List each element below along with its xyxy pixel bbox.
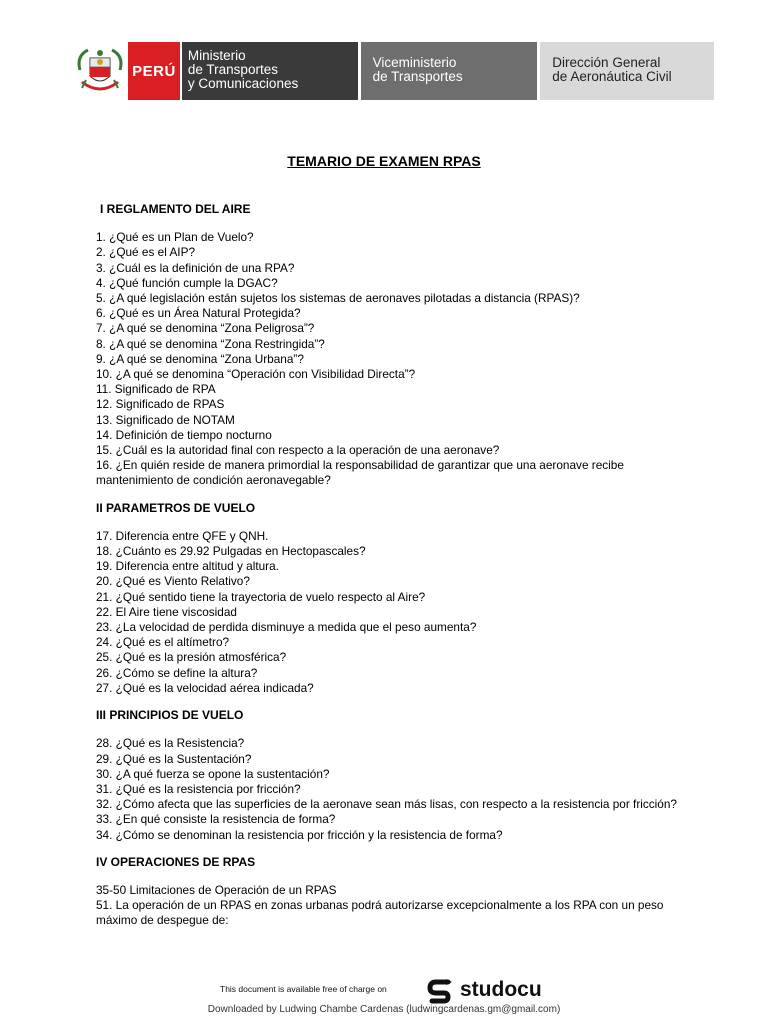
- question-item: 16. ¿En quién reside de manera primordial la responsabilidad de garantizar que una aeronave recibe mantenimiento de condición aeronavegable?: [96, 458, 624, 488]
- studocu-brand[interactable]: studocu: [460, 978, 542, 1001]
- peru-label: PERÚ: [128, 42, 180, 100]
- section-heading: I REGLAMENTO DEL AIRE: [100, 202, 251, 216]
- document-title: TEMARIO DE EXAMEN RPAS: [287, 153, 481, 169]
- question-item: 22. El Aire tiene viscosidad: [96, 604, 237, 619]
- studocu-banner: [0, 974, 768, 1006]
- section-heading: II PARAMETROS DE VUELO: [96, 500, 256, 515]
- question-item: 13. Significado de NOTAM: [96, 412, 235, 427]
- ministry-line-3: y Comunicaciones: [187, 76, 299, 91]
- question-item: 18. ¿Cuánto es 29.92 Pulgadas en Hectopascales?: [96, 544, 366, 559]
- question-item: 24. ¿Qué es el altímetro?: [96, 635, 230, 650]
- question-item: 11. Significado de RPA: [96, 382, 216, 397]
- question-item: 12. Significado de RPAS: [96, 397, 225, 412]
- section-heading: IV OPERACIONES DE RPAS: [96, 854, 256, 869]
- question-item: 51. La operación de un RPAS en zonas urbanas podrá autorizarse excepcionalmente a los RPA con un peso máximo de despegue de:: [96, 898, 664, 928]
- dgac-line-2: de Aeronáutica Civil: [552, 69, 672, 84]
- question-item: 27. ¿Qué es la velocidad aérea indicada?: [96, 680, 314, 695]
- question-item: 5. ¿A qué legislación están sujetos los sistemas de aeronaves pilotadas a distancia (RPAS)?: [96, 291, 580, 306]
- question-item: 15. ¿Cuál es la autoridad final con respecto a la operación de una aeronave?: [96, 443, 500, 458]
- question-item: 34. ¿Cómo se denominan la resistencia por fricción y la resistencia de forma?: [96, 827, 503, 842]
- header-banner: [72, 42, 714, 100]
- document-body: [96, 202, 696, 929]
- question-item: 9. ¿A qué se denomina “Zona Urbana”?: [96, 351, 304, 366]
- ministry-line-1: Ministerio: [187, 48, 246, 63]
- question-item: 21. ¿Qué sentido tiene la trayectoria de vuelo respecto al Aire?: [96, 589, 426, 604]
- question-item: 35-50 Limitaciones de Operación de un RPAS: [96, 882, 337, 897]
- question-item: 6. ¿Qué es un Área Natural Protegida?: [96, 306, 301, 321]
- question-item: 2. ¿Qué es el AIP?: [96, 245, 196, 260]
- question-item: 29. ¿Qué es la Sustentación?: [96, 751, 252, 766]
- question-item: 8. ¿A qué se denomina “Zona Restringida”?: [96, 336, 325, 351]
- question-item: 32. ¿Cómo afecta que las superficies de la aeronave sean más lisas, con respecto a la resistencia por fricción?: [96, 797, 677, 812]
- question-item: 26. ¿Cómo se define la altura?: [96, 665, 258, 680]
- question-item: 14. Definición de tiempo nocturno: [96, 427, 272, 442]
- question-item: 7. ¿A qué se denomina “Zona Peligrosa”?: [96, 321, 315, 336]
- question-item: 20. ¿Qué es Viento Relativo?: [96, 574, 250, 589]
- question-item: 31. ¿Qué es la resistencia por fricción?: [96, 781, 301, 796]
- dgac-name: [540, 42, 714, 100]
- downloaded-by-text: Downloaded by Ludwing Chambe Cardenas (ludwingcardenas.gm@gmail.com): [207, 1004, 561, 1015]
- vice-line-1: Viceministerio: [372, 55, 457, 70]
- ministry-name: [182, 42, 358, 100]
- section-heading: III PRINCIPIOS DE VUELO: [96, 708, 244, 723]
- ministry-line-2: de Transportes: [187, 62, 278, 77]
- vice-line-2: de Transportes: [372, 69, 463, 84]
- question-item: 10. ¿A qué se denomina “Operación con Visibilidad Directa”?: [96, 367, 416, 382]
- studocu-logo-icon: [426, 976, 456, 1006]
- question-item: 3. ¿Cuál es la definición de una RPA?: [96, 260, 295, 275]
- dgac-line-1: Dirección General: [552, 55, 661, 70]
- question-item: 33. ¿En qué consiste la resistencia de forma?: [96, 812, 336, 827]
- question-item: 4. ¿Qué función cumple la DGAC?: [96, 275, 278, 290]
- availability-text: This document is available free of charge on: [220, 984, 387, 994]
- question-item: 28. ¿Qué es la Resistencia?: [96, 736, 245, 751]
- question-item: 1. ¿Qué es un Plan de Vuelo?: [96, 230, 254, 245]
- viceministry-name: [361, 42, 538, 100]
- question-item: 17. Diferencia entre QFE y QNH.: [96, 528, 269, 543]
- peru-coat-of-arms-icon: [72, 42, 128, 100]
- question-item: 25. ¿Qué es la presión atmosférica?: [96, 650, 287, 665]
- question-item: 30. ¿A qué fuerza se opone la sustentación?: [96, 766, 330, 781]
- question-item: 19. Diferencia entre altitud y altura.: [96, 559, 279, 574]
- question-item: 23. ¿La velocidad de perdida disminuye a medida que el peso aumenta?: [96, 620, 477, 635]
